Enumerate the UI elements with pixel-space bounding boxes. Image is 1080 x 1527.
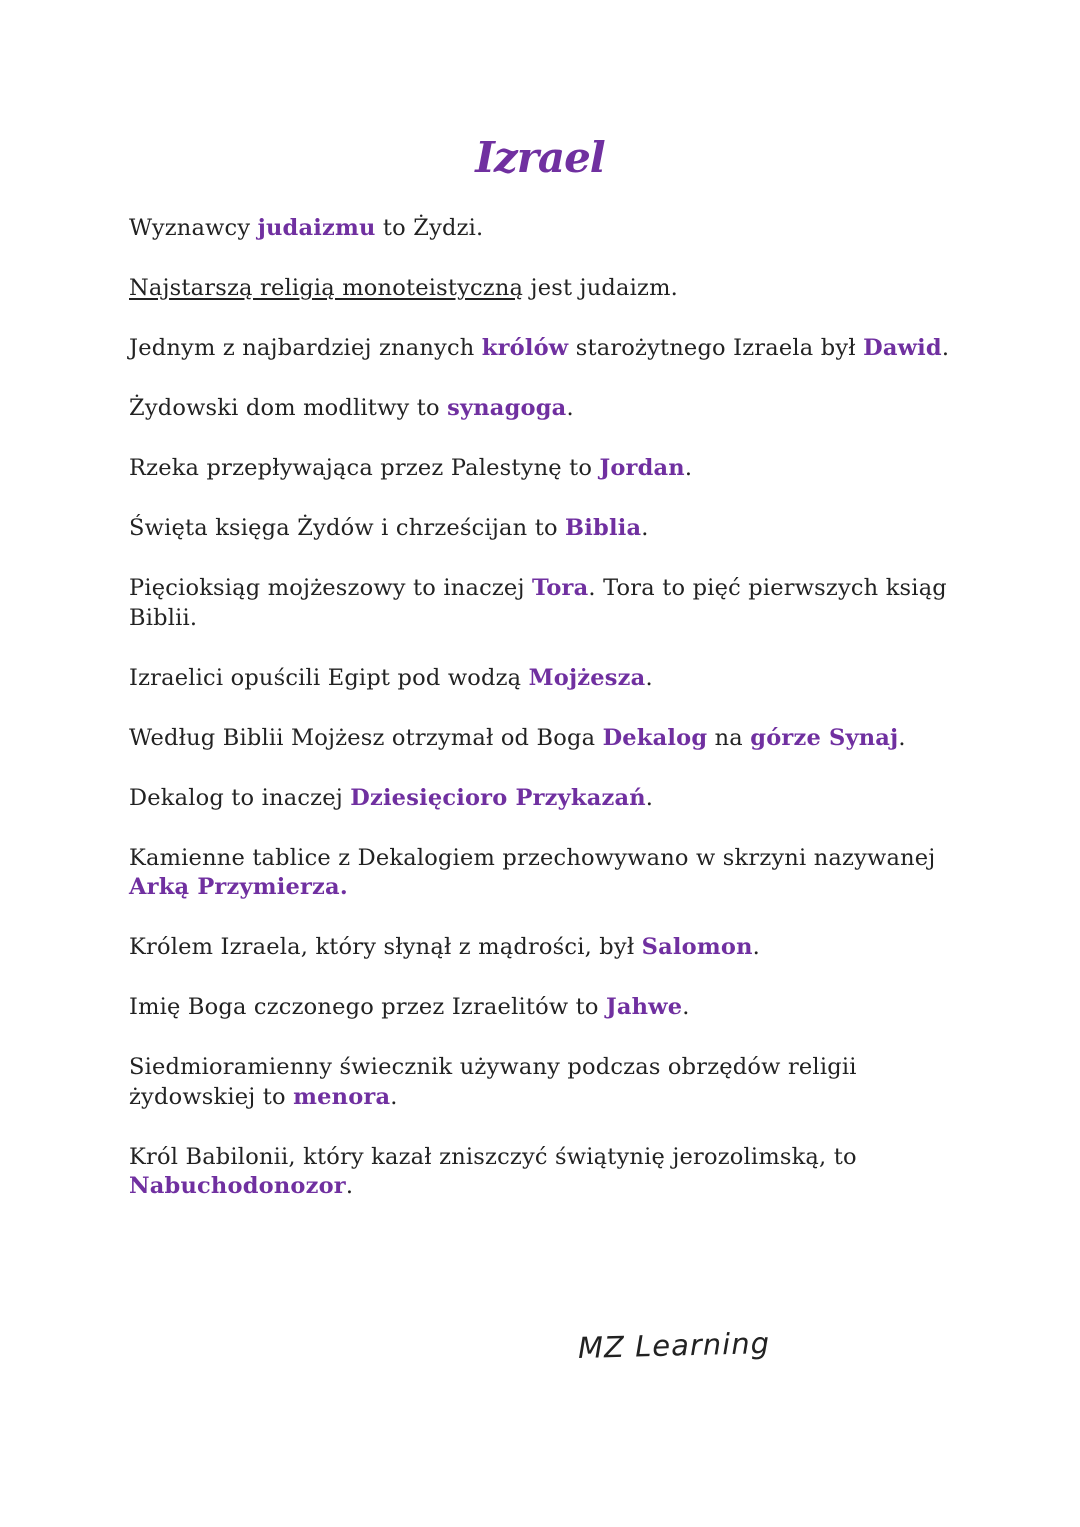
paragraph-text: to Żydzi. — [375, 215, 484, 241]
paragraph-text: . — [645, 784, 654, 811]
highlighted-term: Biblia — [565, 515, 642, 541]
paragraph-text: . — [345, 1173, 354, 1199]
paragraph-text: Siedmioramienny świecznik używany podczas obrzędów religii żydowskiej to — [129, 1054, 857, 1110]
paragraph-text: . — [566, 395, 574, 421]
paragraph-text: Imię Boga czczonego przez Izraelitów to — [129, 994, 606, 1020]
highlighted-term: judaizmu — [257, 215, 376, 241]
highlighted-term: Dawid — [863, 335, 942, 361]
paragraph-text: na — [707, 724, 751, 751]
highlighted-term: Dekalog — [602, 724, 708, 751]
fact-paragraph — [129, 514, 959, 544]
paragraph-text: . — [390, 1083, 398, 1110]
paragraph-text: . — [752, 934, 760, 960]
paragraph-text: Królem Izraela, który słynął z mądrości, był — [129, 934, 642, 960]
highlighted-term: górze Synaj — [750, 724, 899, 751]
fact-paragraph — [129, 1053, 959, 1112]
highlighted-term: synagoga — [447, 395, 567, 421]
paragraph-text: . Tora to pięć pierwszych ksiąg Biblii. — [129, 575, 947, 631]
highlighted-term: Tora — [531, 575, 589, 601]
author-signature: MZ Learning — [577, 1325, 771, 1365]
underlined-text: Najstarszą religią monoteistyczną — [129, 275, 524, 301]
paragraph-text: . — [645, 664, 653, 691]
paragraph-text: . — [641, 515, 649, 541]
paragraph-text: Dekalog to inaczej — [129, 784, 351, 811]
highlighted-term: Jahwe — [606, 994, 683, 1020]
fact-paragraph — [129, 784, 959, 814]
paragraph-text: Według Biblii Mojżesz otrzymał od Boga — [129, 724, 603, 751]
page-title: Izrael — [475, 133, 605, 182]
paragraph-text: Pięcioksiąg mojżeszowy to inaczej — [129, 575, 532, 601]
paragraph-text: . — [941, 335, 950, 361]
paragraph-text: starożytnego Izraela był — [568, 335, 864, 361]
paragraph-text: Święta księga Żydów i chrześcijan to — [129, 515, 566, 541]
content-body — [129, 214, 959, 1232]
highlighted-term: Salomon — [641, 934, 753, 960]
paragraph-text: . — [684, 455, 693, 481]
paragraph-text: Rzeka przepływająca przez Palestynę to — [129, 455, 600, 481]
paragraph-text: Izraelici opuścili Egipt pod wodzą — [129, 664, 529, 691]
paragraph-text: Kamienne tablice z Dekalogiem przechowywano w skrzyni nazywanej — [129, 844, 936, 871]
fact-paragraph — [129, 664, 959, 694]
paragraph-text: . — [682, 994, 690, 1020]
paragraph-text: . — [898, 724, 906, 751]
highlighted-term: Dziesięcioro Przykazań — [350, 784, 646, 811]
fact-paragraph — [129, 1143, 959, 1202]
highlighted-term: Jordan — [599, 455, 685, 481]
fact-paragraph — [129, 724, 959, 754]
fact-paragraph — [129, 844, 959, 903]
paragraph-text: Żydowski dom modlitwy to — [129, 395, 448, 421]
fact-paragraph — [129, 574, 959, 633]
fact-paragraph — [129, 394, 959, 424]
fact-paragraph — [129, 334, 959, 364]
highlighted-term: Arką Przymierza. — [129, 874, 348, 900]
paragraph-text: Wyznawcy — [129, 215, 258, 241]
fact-paragraph — [129, 214, 959, 244]
highlighted-term: królów — [481, 335, 569, 361]
fact-paragraph — [129, 993, 959, 1023]
fact-paragraph — [129, 274, 959, 304]
highlighted-term: Nabuchodonozor — [129, 1173, 346, 1199]
paragraph-text: Król Babilonii, który kazał zniszczyć świątynię jerozolimską, to — [129, 1143, 857, 1170]
highlighted-term: Mojżesza — [528, 664, 646, 691]
highlighted-term: menora — [293, 1083, 391, 1110]
paragraph-text: Jednym z najbardziej znanych — [129, 335, 482, 361]
fact-paragraph — [129, 454, 959, 484]
paragraph-text: jest judaizm. — [523, 275, 678, 301]
fact-paragraph — [129, 933, 959, 963]
